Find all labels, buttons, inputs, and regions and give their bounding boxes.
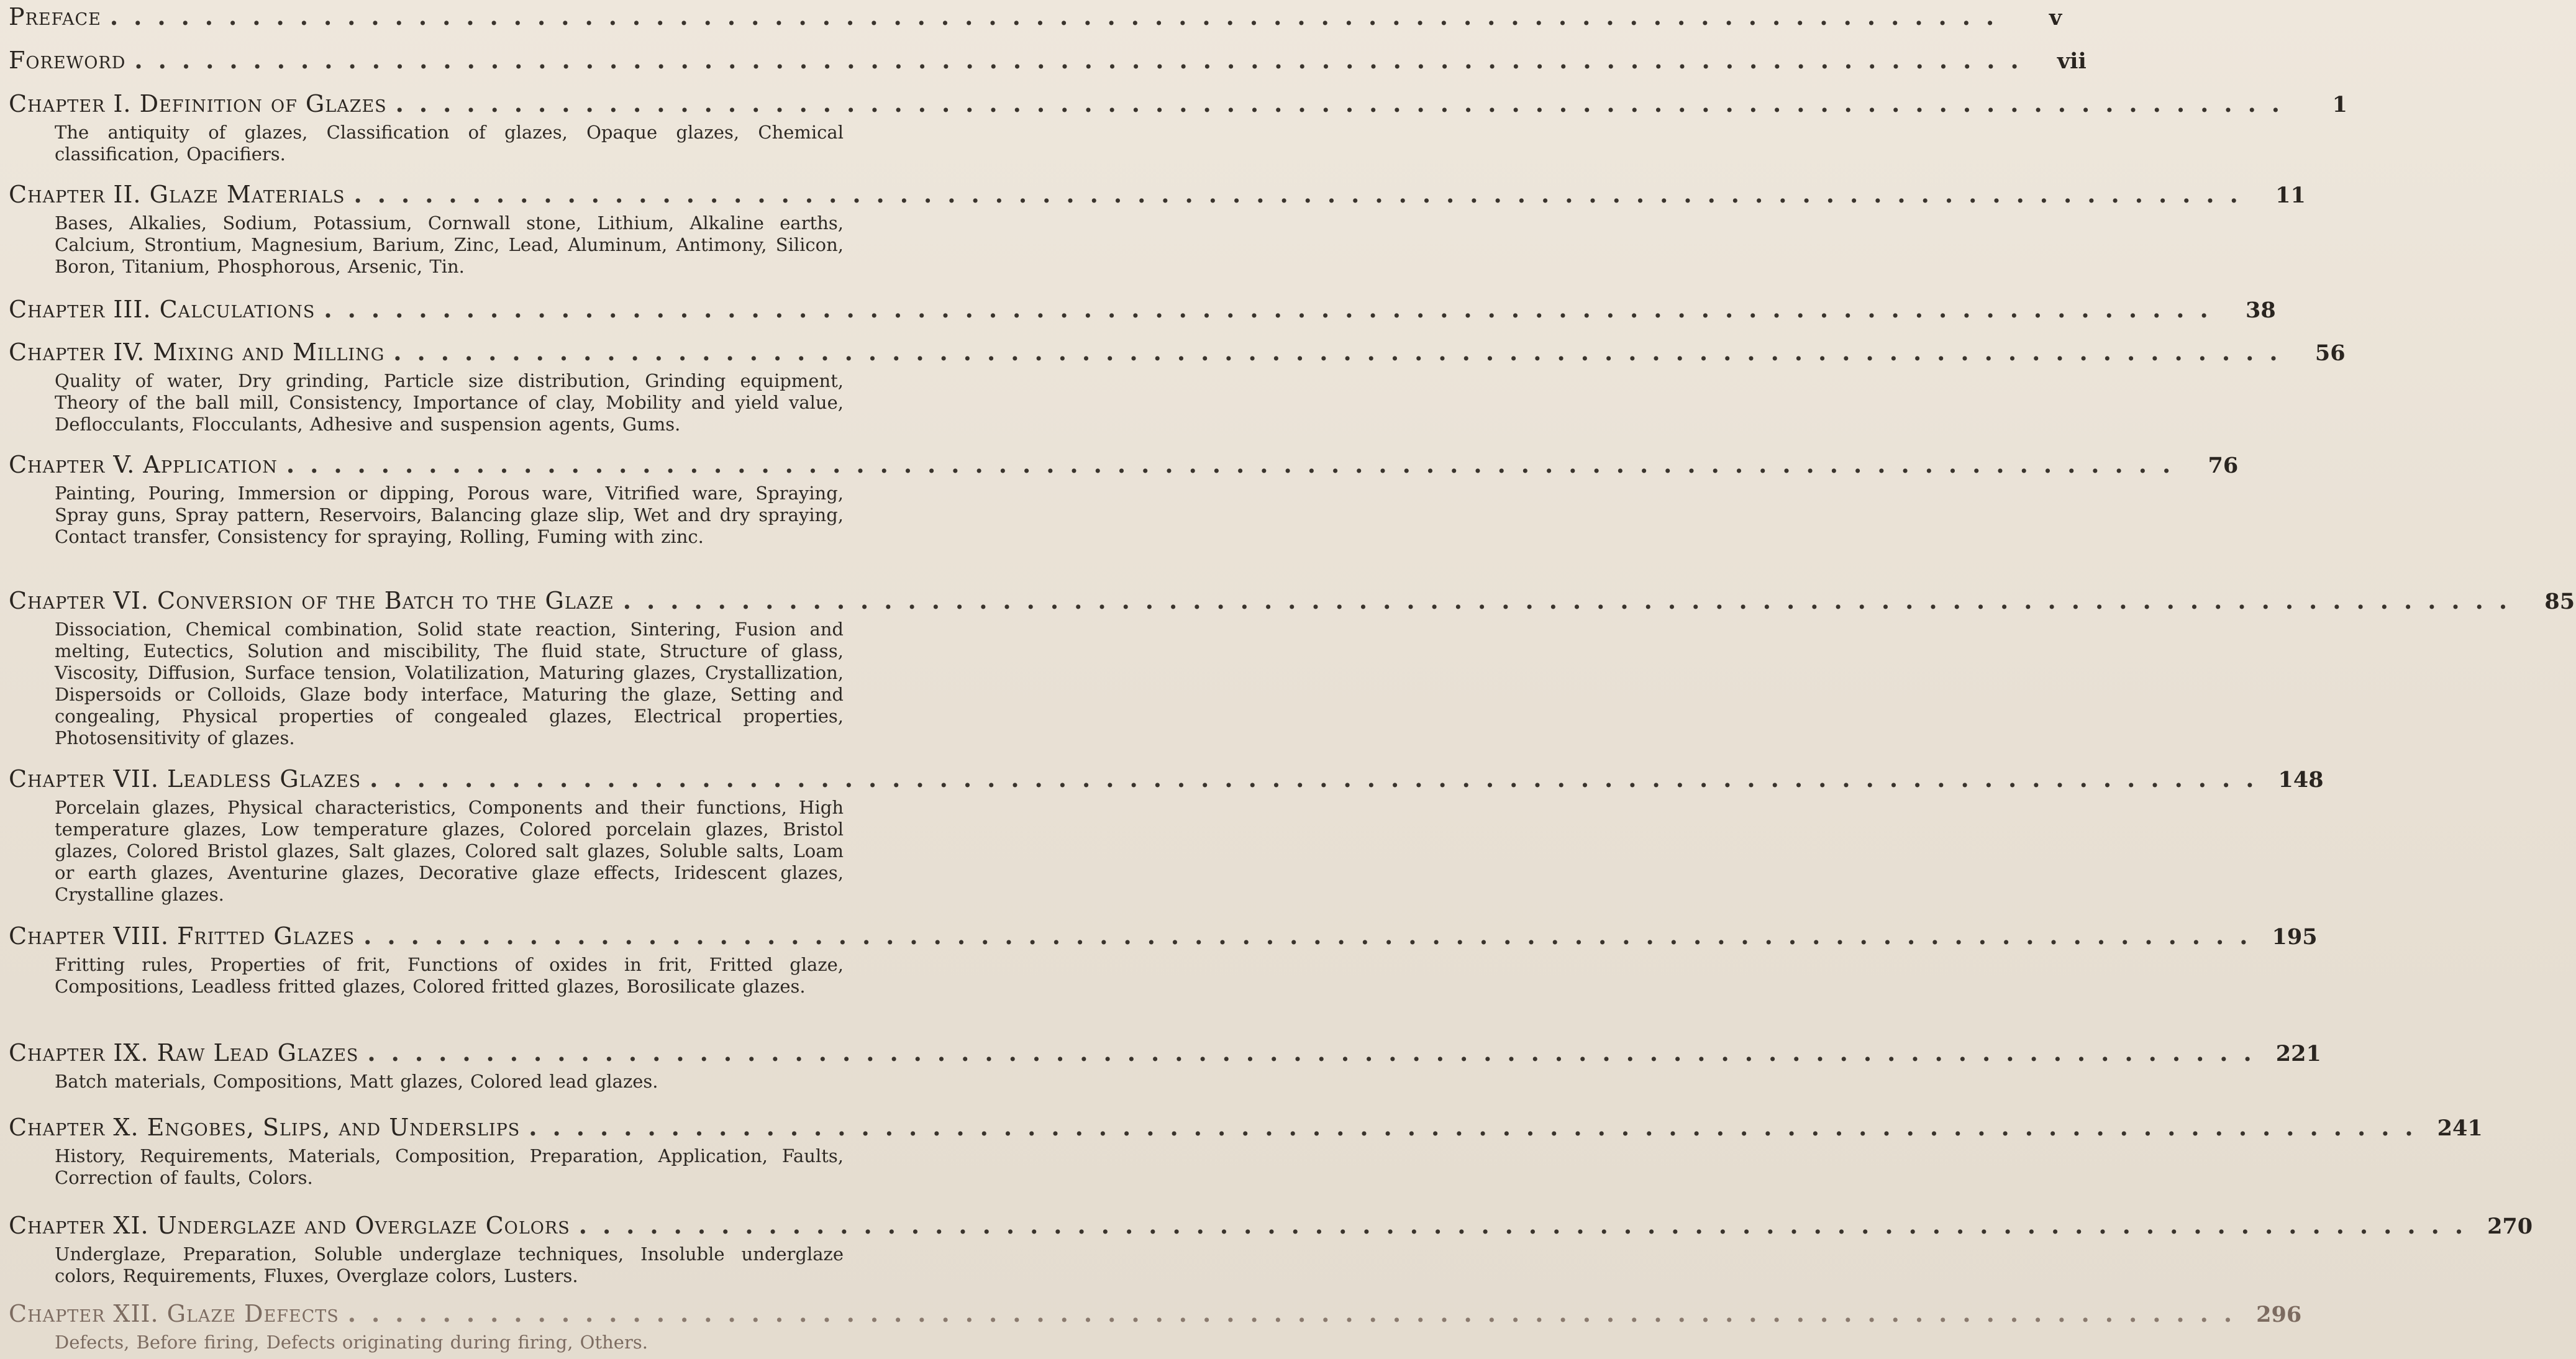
entry-heading: [9, 450, 2239, 479]
dot-leader: ................................................................................: [134, 46, 2034, 74]
toc-entry-chapter-11: [9, 1211, 2533, 1287]
entry-title: Preface: [9, 3, 101, 30]
page-number: 148: [2278, 767, 2324, 793]
entry-heading: [9, 295, 2276, 324]
toc-entry-chapter-4: [9, 338, 2346, 435]
page-number: 296: [2256, 1302, 2302, 1327]
entry-title: Chapter XII. Glaze Defects: [9, 1300, 339, 1327]
entry-title: Chapter VII. Leadless Glazes: [9, 765, 362, 793]
page-number: 241: [2437, 1116, 2483, 1141]
entry-description: Porcelain glazes, Physical characteristics, Components and their functions, High temperature glazes, Low temperature glazes, Colored porcelain glazes, Bristol glazes, Colored Bristol glazes, Salt glazes, Colored salt glazes, Soluble salts, Loam or earth glazes, Aventurine glazes, Decorative glaze effects, Iridescent glazes, Crystalline glazes.: [55, 797, 844, 905]
page-number: 76: [2208, 453, 2239, 478]
dot-leader: ................................................................................: [286, 450, 2187, 478]
entry-title: Chapter I. Definition of Glazes: [9, 90, 387, 117]
dot-leader: ................................................................................: [529, 1113, 2429, 1141]
entry-title: Chapter IX. Raw Lead Glazes: [9, 1039, 359, 1066]
toc-entry-chapter-8: [9, 922, 2318, 998]
dot-leader: ................................................................................: [324, 295, 2224, 323]
page-number: 56: [2314, 340, 2346, 366]
page-number: v: [2049, 5, 2062, 30]
entry-title: Chapter VI. Conversion of the Batch to the Glaze: [9, 587, 614, 614]
entry-heading: [9, 1113, 2483, 1142]
page-number: 11: [2275, 183, 2306, 208]
dot-leader: ................................................................................: [578, 1211, 2479, 1239]
entry-heading: [9, 1039, 2321, 1067]
entry-heading: [9, 1211, 2533, 1240]
page-number: 221: [2275, 1041, 2321, 1066]
page-number: 85: [2544, 589, 2575, 614]
entry-heading: [9, 2, 2062, 31]
page-number: 38: [2246, 298, 2276, 323]
entry-heading: [9, 89, 2348, 118]
entry-description: History, Requirements, Materials, Composition, Preparation, Application, Faults, Correction of faults, Colors.: [55, 1145, 844, 1188]
dot-leader: ................................................................................: [370, 765, 2270, 793]
toc-entry-chapter-12: [9, 1299, 2302, 1353]
dot-leader: ................................................................................: [353, 180, 2254, 208]
entry-heading: [9, 46, 2087, 75]
dot-leader: ................................................................................: [367, 1039, 2267, 1066]
dot-leader: ................................................................................: [393, 338, 2293, 366]
toc-entry-chapter-9: [9, 1039, 2321, 1093]
toc-entry-chapter-3: [9, 295, 2276, 324]
entry-description: Quality of water, Dry grinding, Particle size distribution, Grinding equipment, Theory of the ball mill, Consistency, Importance of clay, Mobility and yield value, Deflocculants, Flocculants, Adhesive and suspension agents, Gums.: [55, 370, 844, 435]
toc-entry-preface: [9, 2, 2062, 31]
entry-title: Chapter IV. Mixing and Milling: [9, 339, 385, 366]
dot-leader: ................................................................................: [395, 89, 2296, 117]
dot-leader: ................................................................................: [622, 586, 2523, 614]
entry-heading: [9, 765, 2324, 793]
entry-heading: [9, 338, 2346, 366]
dot-leader: ................................................................................: [363, 922, 2264, 950]
toc-entry-chapter-10: [9, 1113, 2483, 1189]
entry-description: Dissociation, Chemical combination, Solid state reaction, Sintering, Fusion and melting, Eutectics, Solution and miscibility, The fluid state, Structure of glass, Viscosity, Diffusion, Surface tension, Volatilization, Maturing glazes, Crystallization, Dispersoids or Colloids, Glaze body interface, Maturing the glaze, Setting and congealing, Physical properties of congealed glazes, Electrical properties, Photosensitivity of glazes.: [55, 619, 844, 748]
toc-entry-chapter-1: [9, 89, 2348, 165]
entry-heading: [9, 586, 2575, 615]
toc-entry-chapter-6: [9, 586, 2575, 749]
page-number: 195: [2272, 924, 2318, 950]
page-number: 270: [2487, 1214, 2533, 1239]
entry-heading: [9, 180, 2306, 209]
toc-entry-chapter-5: [9, 450, 2239, 548]
page-number: vii: [2057, 48, 2087, 74]
entry-title: Foreword: [9, 47, 126, 74]
entry-title: Chapter X. Engobes, Slips, and Underslips: [9, 1114, 521, 1141]
entry-heading: [9, 922, 2318, 950]
entry-description: Batch materials, Compositions, Matt glazes, Colored lead glazes.: [55, 1071, 658, 1092]
entry-title: Chapter III. Calculations: [9, 296, 316, 323]
dot-leader: ................................................................................: [109, 2, 2010, 30]
entry-title: Chapter II. Glaze Materials: [9, 181, 345, 208]
dot-leader: ................................................................................: [347, 1299, 2248, 1327]
entry-description: Underglaze, Preparation, Soluble underglaze techniques, Insoluble underglaze colors, Requirements, Fluxes, Overglaze colors, Lusters.: [55, 1243, 844, 1286]
entry-title: Chapter V. Application: [9, 451, 278, 478]
entry-description: Defects, Before firing, Defects originating during firing, Others.: [55, 1332, 648, 1353]
page-number: 1: [2332, 92, 2348, 117]
entry-description: The antiquity of glazes, Classification of glazes, Opaque glazes, Chemical classification, Opacifiers.: [55, 122, 844, 165]
entry-description: Bases, Alkalies, Sodium, Potassium, Cornwall stone, Lithium, Alkaline earths, Calcium, Strontium, Magnesium, Barium, Zinc, Lead, Aluminum, Antimony, Silicon, Boron, Titanium, Phosphorous, Arsenic, Tin.: [55, 212, 844, 277]
entry-title: Chapter VIII. Fritted Glazes: [9, 922, 355, 950]
toc-entry-foreword: [9, 46, 2087, 75]
toc-entry-chapter-7: [9, 765, 2324, 906]
entry-description: Fritting rules, Properties of frit, Functions of oxides in frit, Fritted glaze, Compositions, Leadless fritted glazes, Colored fritted glazes, Borosilicate glazes.: [55, 954, 844, 997]
entry-heading: [9, 1299, 2302, 1328]
entry-description: Painting, Pouring, Immersion or dipping, Porous ware, Vitrified ware, Spraying, Spray guns, Spray pattern, Reservoirs, Balancing glaze slip, Wet and dry spraying, Contact transfer, Consistency for spraying, Rolling, Fuming with zinc.: [55, 483, 844, 547]
entry-title: Chapter XI. Underglaze and Overglaze Colors: [9, 1212, 570, 1239]
toc-entry-chapter-2: [9, 180, 2306, 278]
